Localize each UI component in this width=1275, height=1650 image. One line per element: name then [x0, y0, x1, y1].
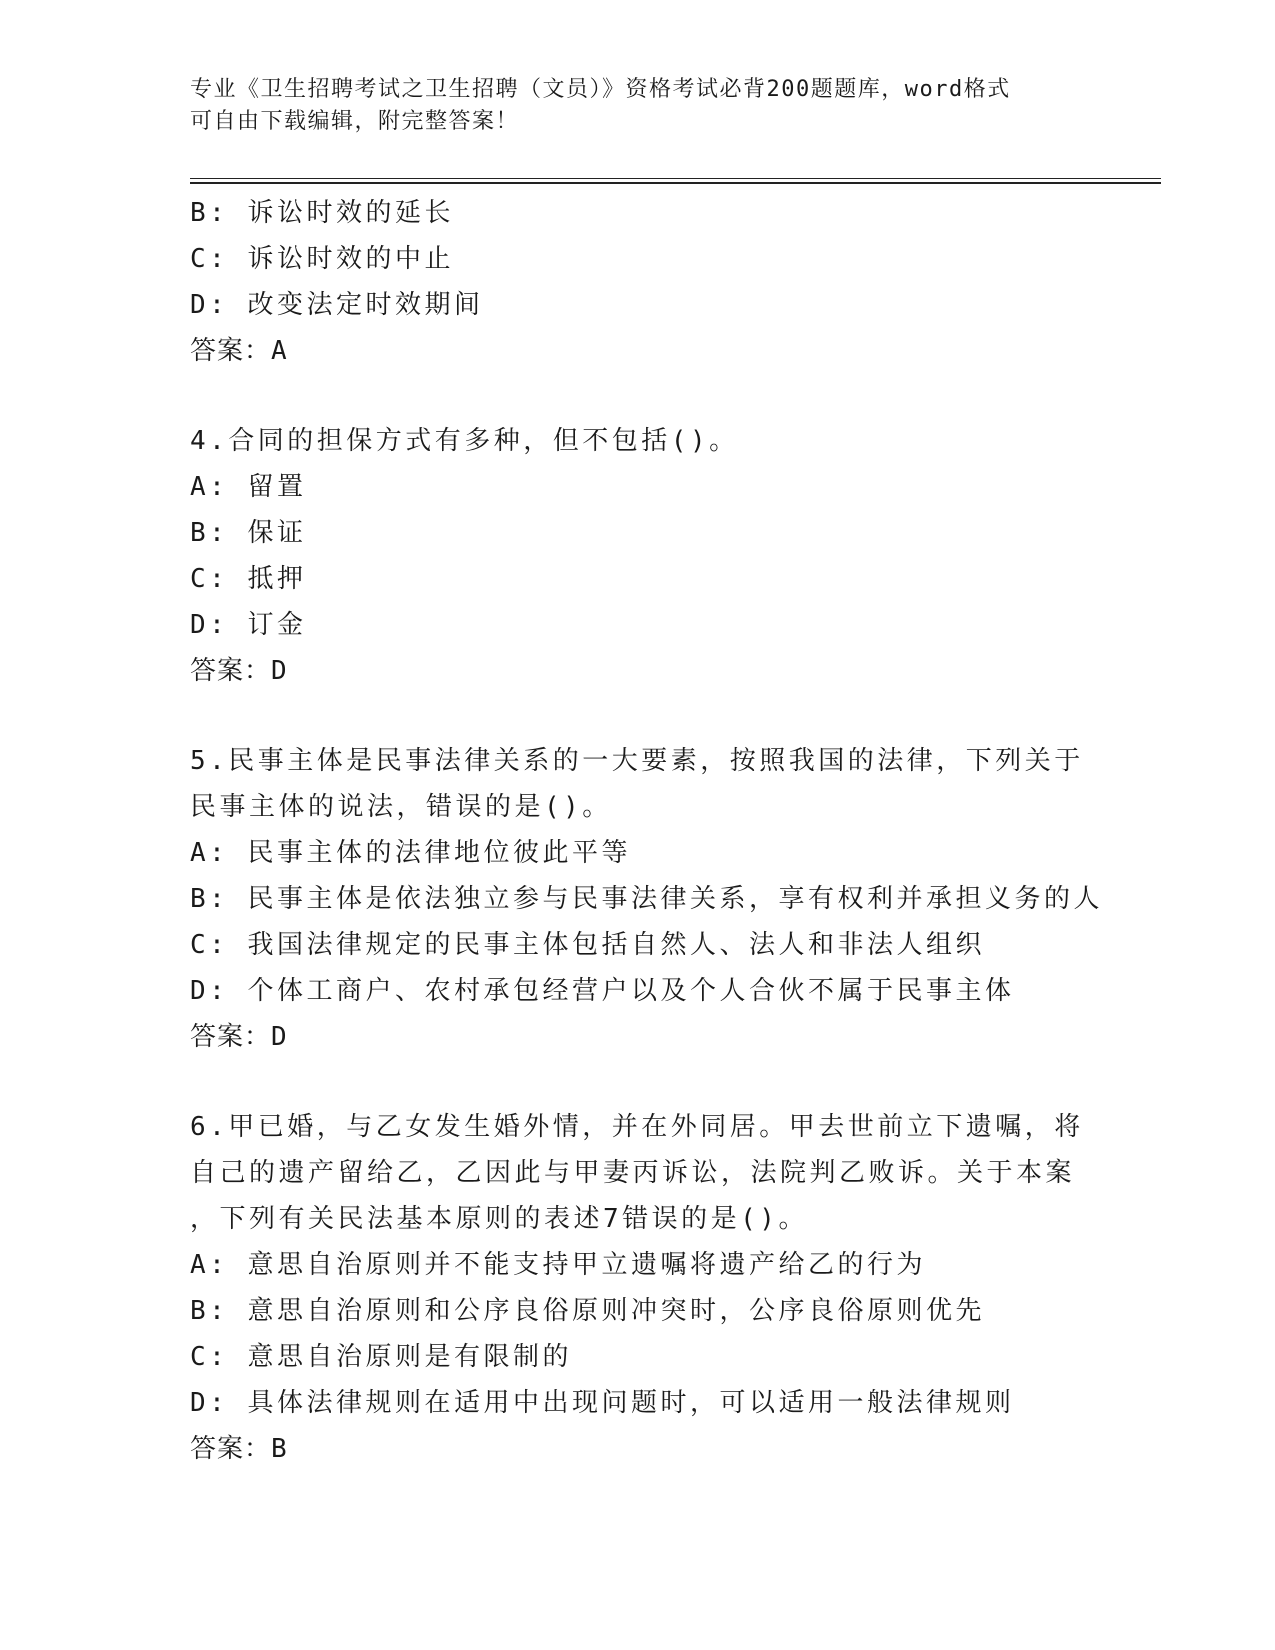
question-4: [190, 418, 1190, 694]
option-c: C: 意思自治原则是有限制的: [190, 1342, 572, 1372]
answer-line: 答案：B: [190, 1434, 288, 1464]
header-divider: [190, 178, 1161, 184]
option-a: A: 意思自治原则并不能支持甲立遗嘱将遗产给乙的行为: [190, 1250, 926, 1280]
option-c: C: 我国法律规定的民事主体包括自然人、法人和非法人组织: [190, 930, 985, 960]
question-list: [190, 190, 1190, 1472]
option-d: D: 改变法定时效期间: [190, 290, 484, 320]
option-d: D: 订金: [190, 610, 307, 640]
question-stem: ，下列有关民法基本原则的表述7错误的是()。: [190, 1204, 808, 1234]
option-b: B: 保证: [190, 518, 307, 548]
option-d: D: 个体工商户、农村承包经营户以及个人合伙不属于民事主体: [190, 976, 1015, 1006]
answer-line: 答案：D: [190, 656, 288, 686]
question-6: [190, 1104, 1190, 1472]
document-header: [190, 74, 1090, 138]
option-b: B: 民事主体是依法独立参与民事法律关系，享有权利并承担义务的人: [190, 884, 1103, 914]
option-a: A: 留置: [190, 472, 307, 502]
header-title-line-2: 可自由下载编辑，附完整答案！: [190, 109, 520, 134]
option-c: C: 诉讼时效的中止: [190, 244, 454, 274]
question-stem: 4.合同的担保方式有多种，但不包括()。: [190, 426, 739, 456]
question-stem: 5.民事主体是民事法律关系的一大要素，按照我国的法律，下列关于: [190, 746, 1084, 776]
question-5: [190, 738, 1190, 1060]
option-a: A: 民事主体的法律地位彼此平等: [190, 838, 631, 868]
question-stem: 自己的遗产留给乙，乙因此与甲妻丙诉讼，法院判乙败诉。关于本案: [190, 1158, 1076, 1188]
question-stem: 6.甲已婚，与乙女发生婚外情，并在外同居。甲去世前立下遗嘱，将: [190, 1112, 1084, 1142]
option-b: B: 意思自治原则和公序良俗原则冲突时，公序良俗原则优先: [190, 1296, 985, 1326]
option-b: B: 诉讼时效的延长: [190, 198, 454, 228]
header-title-line-1: 专业《卫生招聘考试之卫生招聘（文员）》资格考试必背200题题库，word格式: [190, 77, 1011, 102]
option-c: C: 抵押: [190, 564, 307, 594]
answer-line: 答案：A: [190, 336, 288, 366]
question-3-continued: [190, 190, 1190, 374]
answer-line: 答案：D: [190, 1022, 288, 1052]
question-stem: 民事主体的说法，错误的是()。: [190, 792, 612, 822]
option-d: D: 具体法律规则在适用中出现问题时，可以适用一般法律规则: [190, 1388, 1015, 1418]
